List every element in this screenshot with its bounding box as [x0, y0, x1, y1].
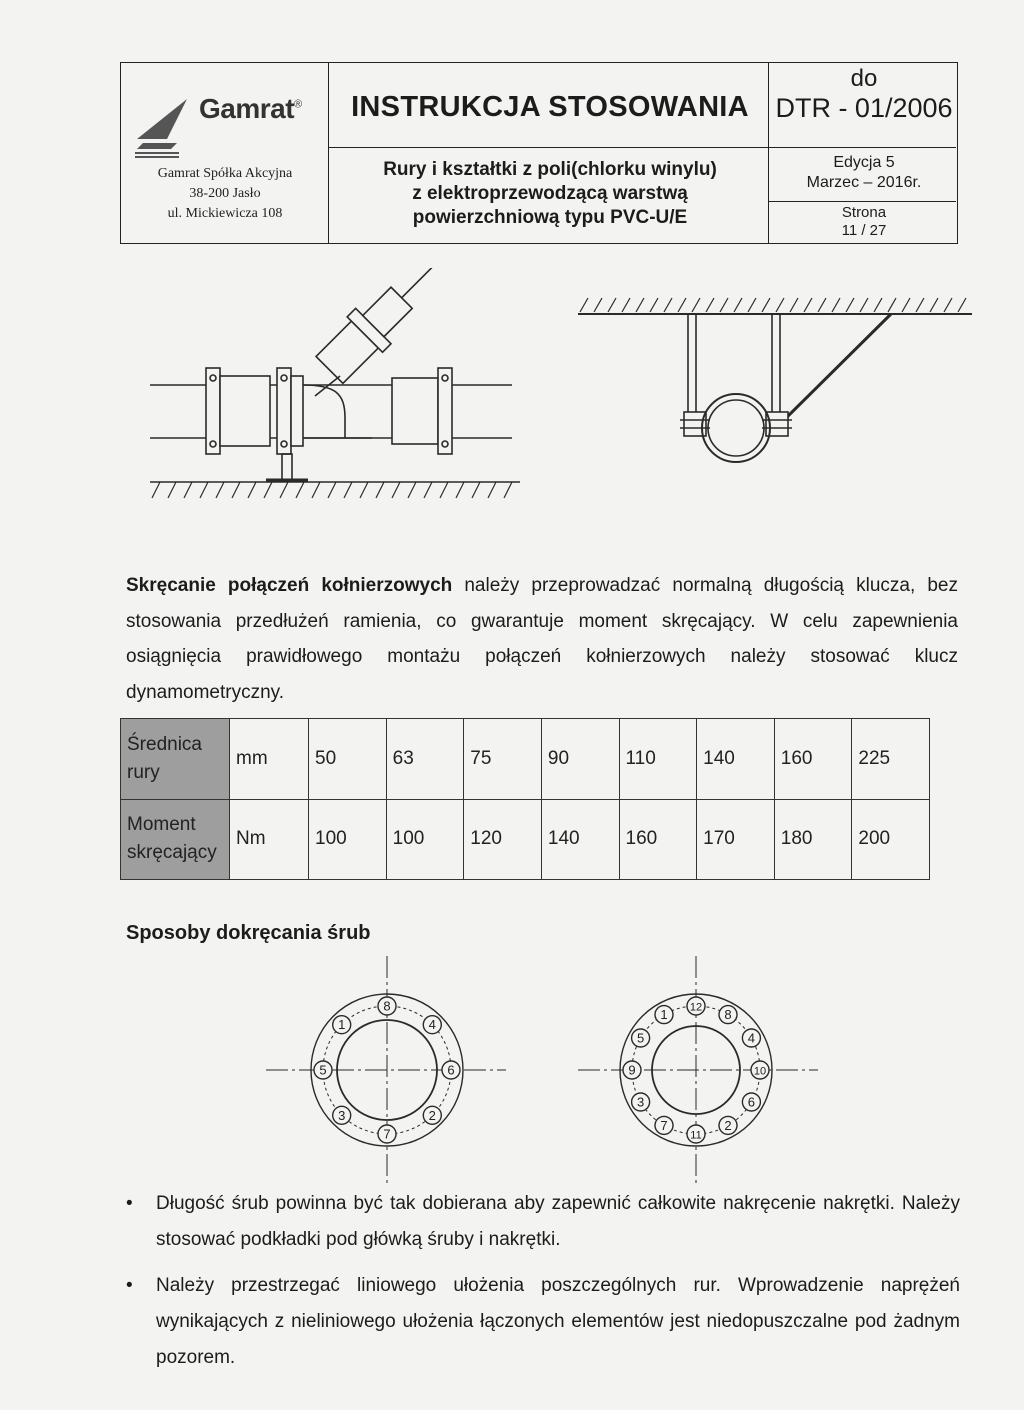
list-item: • Długość śrub powinna być tak dobierana aby zapewnić całkowite nakręcenie nakrętki. Należy stosować podkładki pod główką śruby i nakrętki. [120, 1186, 960, 1258]
gamrat-logo-icon [129, 91, 209, 161]
bolt-pattern-8-drawing [262, 956, 512, 1186]
row-header-torque: Moment skręcający [121, 799, 230, 880]
page-number: 11 / 27 [841, 222, 887, 239]
bolt-number: 4 [747, 1030, 756, 1046]
bolt-number: 1 [660, 1007, 668, 1023]
bolt-number: 6 [747, 1094, 756, 1110]
document-title: INSTRUKCJA STOSOWANIA [351, 91, 749, 123]
table-cell: 160 [774, 719, 852, 800]
paragraph-bold-lead: Skręcanie połączeń kołnierzowych [126, 575, 453, 596]
table-cell: 200 [852, 799, 930, 880]
doc-label: do [850, 65, 878, 92]
bolt-number: 5 [636, 1030, 645, 1046]
table-cell: 180 [774, 799, 852, 880]
bolt-number: 2 [428, 1107, 436, 1123]
table-cell: 50 [309, 719, 387, 800]
company-line-2: 38-200 Jasło [189, 186, 261, 201]
table-cell: 225 [852, 719, 930, 800]
list-item: • Należy przestrzegać liniowego ułożenia poszczególnych rur. Wprowadzenie naprężeń wynikających z nieliniowego ułożenia łączonych elementów jest niedopuszczalne pod żadnym pozorem. [120, 1268, 960, 1376]
subtitle-line-3: powierzchniową typu PVC-U/E [412, 207, 688, 228]
requirements-list [120, 1186, 960, 1386]
bolt-number: 10 [753, 1065, 767, 1078]
section-title: Sposoby dokręcania śrub [126, 922, 371, 944]
unit-cell: Nm [230, 799, 309, 880]
table-row [121, 719, 930, 800]
company-line-1: Gamrat Spółka Akcyjna [157, 166, 293, 181]
torque-instruction-paragraph [126, 568, 958, 710]
table-cell: 140 [697, 719, 775, 800]
bolt-number: 7 [383, 1126, 391, 1142]
doc-number: DTR - 01/2006 [775, 93, 953, 123]
company-logo [121, 63, 329, 243]
bolt-number: 9 [628, 1062, 636, 1078]
bolt-number: 7 [660, 1117, 668, 1133]
table-cell: 140 [541, 799, 619, 880]
bolt-number: 8 [383, 998, 391, 1014]
table-cell: 90 [541, 719, 619, 800]
table-cell: 63 [386, 719, 464, 800]
company-line-3: ul. Mickiewicza 108 [167, 206, 283, 221]
pipe-hanger-drawing [576, 296, 976, 486]
edition: Edycja 5 [833, 154, 895, 171]
row-header-diameter: Średnica rury [121, 719, 230, 800]
document-header [120, 62, 958, 244]
table-cell: 120 [464, 799, 542, 880]
table-cell: 75 [464, 719, 542, 800]
paragraph-text: należy przeprowadzać normalną długością klucza, bez stosowania przedłużeń ramienia, co gwarantuje moment skręcający. W celu zapewnienia osiągnięcia prawidłowego montażu połączeń kołnierzowych należy stosować klucz dynamometryczny. [126, 575, 958, 703]
subtitle-line-2: z elektroprzewodzącą warstwą [412, 183, 688, 204]
table-cell: 100 [309, 799, 387, 880]
bolt-number: 2 [724, 1117, 732, 1133]
unit-cell: mm [230, 719, 309, 800]
table-row [121, 799, 930, 880]
logo-text: Gamrat® [199, 93, 302, 124]
bolt-number: 11 [690, 1129, 702, 1142]
page-label: Strona [841, 204, 887, 221]
bolt-number: 8 [724, 1007, 732, 1023]
table-cell: 100 [386, 799, 464, 880]
bolt-number: 5 [319, 1062, 327, 1078]
bolt-pattern-12-drawing [574, 956, 824, 1186]
torque-table [120, 718, 930, 880]
table-cell: 170 [697, 799, 775, 880]
flange-connection-drawing [140, 268, 530, 500]
bolt-number: 6 [447, 1062, 455, 1078]
bolt-number: 4 [428, 1017, 436, 1033]
document-subtitle [331, 158, 769, 230]
edition-date: Marzec – 2016r. [806, 174, 922, 191]
subtitle-line-1: Rury i kształtki z poli(chlorku winylu) [383, 159, 717, 180]
bolt-number: 12 [689, 1001, 703, 1014]
bolt-number: 1 [338, 1017, 346, 1033]
bolt-number: 3 [338, 1107, 346, 1123]
table-cell: 110 [619, 719, 697, 800]
table-cell: 160 [619, 799, 697, 880]
bolt-number: 3 [636, 1094, 645, 1110]
